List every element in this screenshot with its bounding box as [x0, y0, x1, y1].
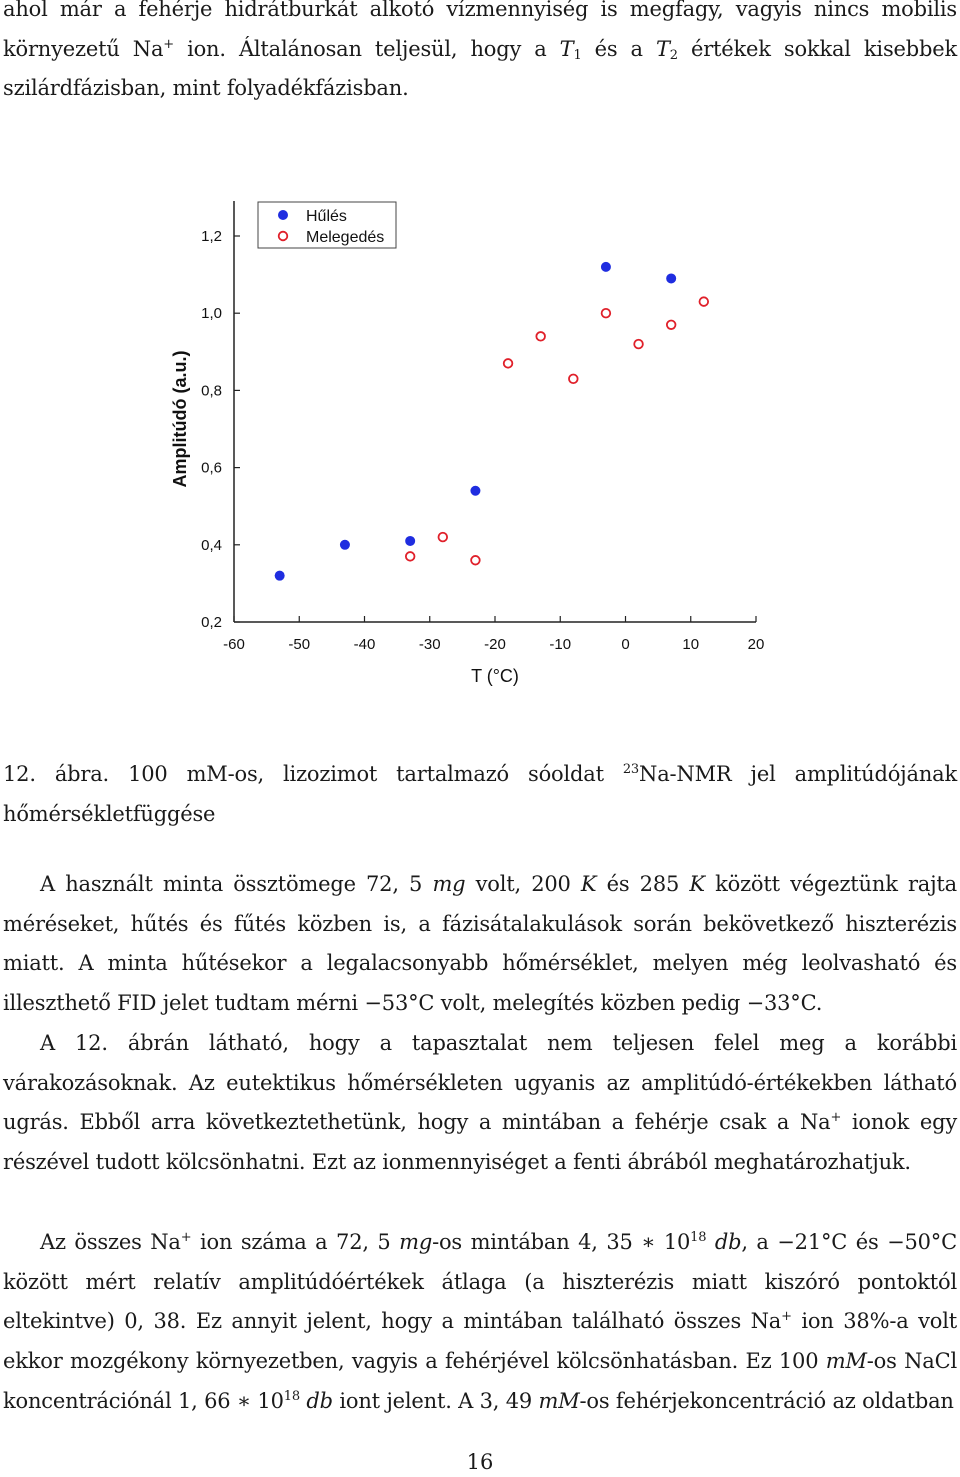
text: A 12. ábrán látható, hogy a tapasztalat nem teljesen felel meg a korábbi várakozásoknak. Az eutektikus hőmérsékleten ugyanis az amplitúdó-értékekben látható ugrás. Ebből arra következtethetünk, hogy a mintában a fehérje csak a Na [3, 1031, 957, 1135]
paragraph-1 [3, 865, 957, 1024]
y-tick-label: 1,0 [201, 305, 222, 323]
chart-legend [258, 202, 396, 248]
subscript: 1 [573, 47, 582, 63]
x-tick-label: -50 [288, 636, 311, 653]
data-point-melegedes [536, 332, 545, 341]
unit: mg [432, 872, 466, 896]
text: -os NaCl koncentrációnál 1, 66 ∗ 10 [3, 1349, 957, 1413]
legend-label: Hűlés [306, 208, 347, 225]
unit: mg [399, 1230, 433, 1254]
data-point-hules [405, 536, 415, 546]
data-point-melegedes [667, 320, 676, 329]
subscript: 2 [669, 47, 678, 63]
superscript: + [163, 36, 174, 52]
text: ion. Általánosan teljesül, hogy a [173, 36, 560, 61]
variable: T [655, 36, 670, 61]
text: ion száma a 72, 5 [191, 1230, 400, 1254]
y-tick-label: 0,4 [201, 536, 222, 554]
data-point-melegedes [471, 556, 480, 565]
superscript: 23 [622, 762, 640, 777]
text: -os fehérjekoncentráció az oldatban [579, 1388, 954, 1413]
x-tick-label: 20 [747, 636, 765, 653]
x-tick-label: 0 [621, 636, 630, 653]
data-point-melegedes [700, 297, 709, 306]
unit: db [714, 1230, 742, 1254]
text: , a −21°C és −50°C között mért relatív amplitúdóértékek átlaga (a hiszterézis miatt kiszóró pontoktól eltekintve) 0, 38. Ez annyit jelent, hogy a mintában található összes Na [3, 1230, 957, 1334]
x-axis-label: T (°C) [471, 666, 519, 686]
page-number: 16 [466, 1450, 494, 1474]
chart-marks [275, 262, 708, 581]
data-point-melegedes [634, 340, 643, 349]
legend-marker [278, 210, 288, 220]
data-point-melegedes [602, 309, 611, 318]
data-point-melegedes [406, 552, 415, 561]
unit: mM [538, 1388, 580, 1413]
data-point-hules [340, 540, 350, 550]
unit: K [689, 872, 705, 896]
paragraph-2 [3, 1024, 957, 1183]
data-point-melegedes [439, 533, 448, 542]
x-tick-label: -20 [484, 636, 506, 653]
unit: K [580, 872, 597, 896]
text: és a [581, 36, 656, 61]
y-tick-label: 0,6 [201, 459, 222, 477]
data-point-hules [275, 571, 285, 581]
x-tick-label: -60 [223, 636, 245, 653]
y-tick-label: 0,8 [201, 382, 222, 400]
scatter-chart [110, 145, 800, 725]
text: Az összes Na [40, 1230, 181, 1254]
data-point-hules [666, 273, 676, 283]
superscript: + [180, 1230, 192, 1245]
variable: T [559, 36, 574, 61]
x-tick-label: 10 [682, 636, 700, 653]
figure-caption [3, 755, 957, 834]
text: és 285 [596, 872, 690, 896]
unit: mM [825, 1349, 867, 1374]
text: -os mintában 4, 35 ∗ 10 [432, 1230, 691, 1254]
data-point-melegedes [569, 375, 578, 384]
y-tick-label: 1,2 [201, 228, 222, 245]
intro-paragraph [3, 0, 957, 109]
text: ionok egy részével tudott kölcsönhatni. Ezt az ionmennyiséget a fenti ábrából meghatározhatjuk. [3, 1110, 957, 1175]
caption-text: 12. ábra. 100 mM-os, lizozimot tartalmazó sóoldat [3, 762, 623, 786]
x-tick-label: -30 [418, 636, 441, 653]
x-tick-label: -40 [353, 636, 376, 653]
legend-label: Melegedés [306, 229, 385, 246]
data-point-hules [601, 262, 611, 272]
superscript: 18 [283, 1388, 300, 1404]
paragraph-3 [3, 1223, 957, 1422]
y-tick-label: 0,2 [201, 614, 222, 631]
data-point-hules [470, 486, 480, 496]
data-point-melegedes [504, 359, 513, 368]
superscript: + [781, 1309, 792, 1325]
x-tick-label: -10 [549, 636, 572, 653]
text: ion 38%-a volt ekkor mozgékony környezetben, vagyis a fehérjével kölcsönhatásban. Ez 100 [3, 1309, 957, 1374]
text: ahol már a fehérje hidrátburkát alkotó vízmennyiség is megfagy, vagyis nincs mobilis környezetű Na [3, 0, 957, 61]
chart-axes [170, 201, 764, 686]
text: értékek sokkal kisebbek szilárdfázisban, mint folyadékfázisban. [3, 36, 957, 101]
superscript: 18 [690, 1230, 707, 1245]
unit: db [306, 1388, 333, 1413]
text: iont jelent. A 3, 49 [332, 1388, 539, 1413]
text: volt, 200 [465, 872, 581, 896]
text: között végeztünk rajta méréseket, hűtés és fűtés közben is, a fázisátalakulások során bekövetkező hiszterézis miatt. A minta hűtésekor a legalacsonyabb hőmérséklet, melyen még leolvasható és illeszthető FID jelet tudtam mérni −53°C volt, melegítés közben pedig −33°C. [3, 872, 957, 1016]
text: A használt minta össztömege 72, 5 [40, 872, 433, 896]
space [706, 1230, 715, 1254]
legend-marker [279, 232, 288, 241]
caption-text: Na-NMR jel amplitúdójának hőmérsékletfüggése [3, 762, 957, 826]
y-axis-label: Amplitúdó (a.u.) [170, 350, 190, 488]
superscript: + [830, 1110, 842, 1126]
